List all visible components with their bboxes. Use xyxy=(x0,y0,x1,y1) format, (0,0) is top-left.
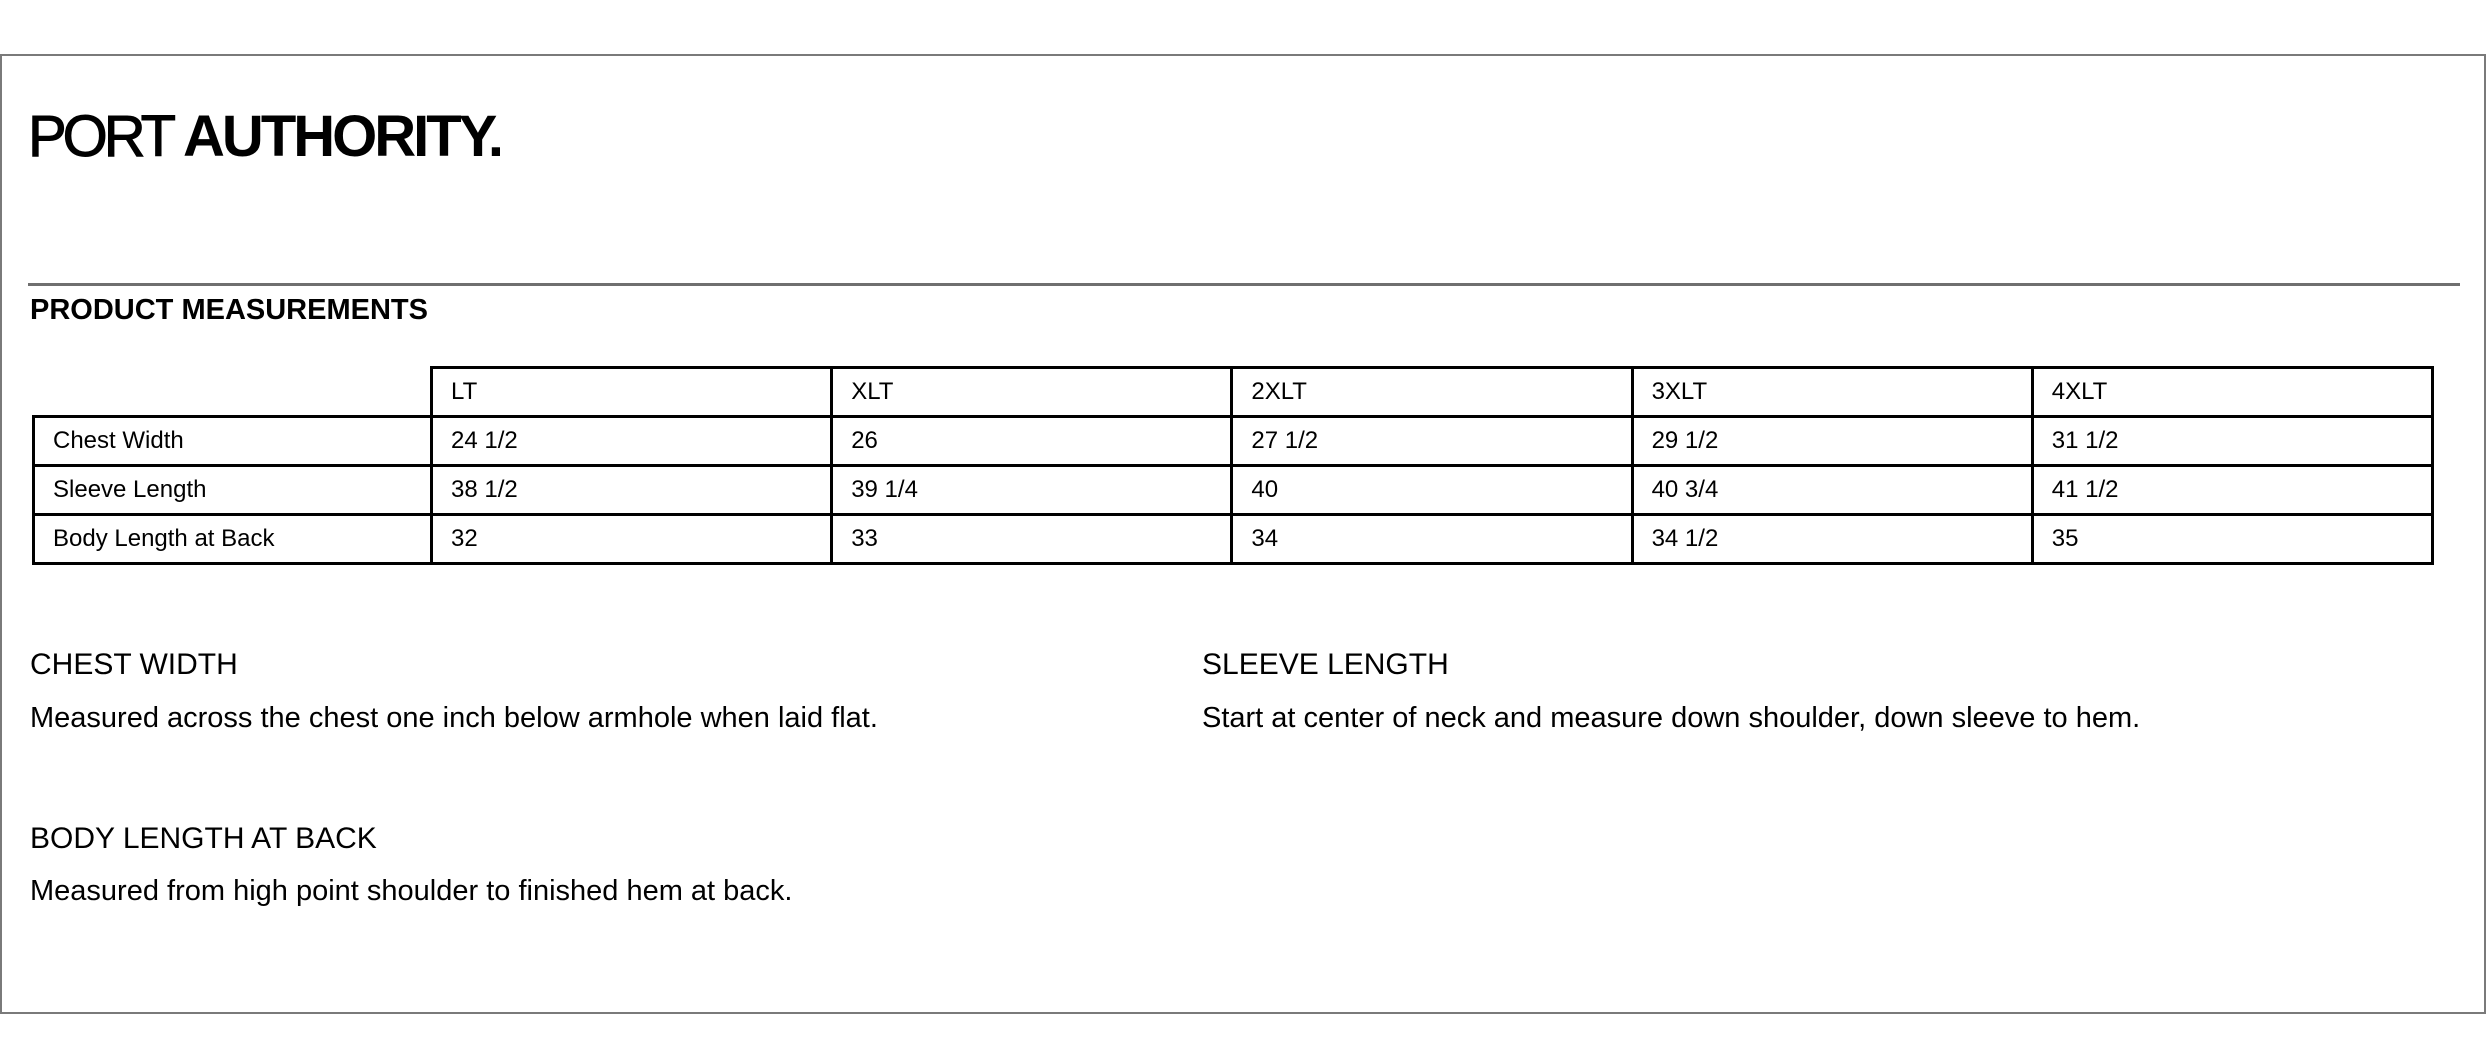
body-length-description: Measured from high point shoulder to finished hem at back. xyxy=(30,875,793,907)
table-row xyxy=(34,417,2433,466)
table-cell: 33 xyxy=(832,515,1232,564)
row-label: Chest Width xyxy=(34,417,432,466)
measurements-table xyxy=(32,366,2434,565)
chest-width-description: Measured across the chest one inch below armhole when laid flat. xyxy=(30,702,878,734)
row-label: Body Length at Back xyxy=(34,515,432,564)
body-length-heading: BODY LENGTH AT BACK xyxy=(30,822,377,855)
section-title: PRODUCT MEASUREMENTS xyxy=(30,294,428,326)
column-header: XLT xyxy=(832,368,1232,417)
table-cell: 40 xyxy=(1232,466,1632,515)
table-cell: 31 1/2 xyxy=(2032,417,2432,466)
sleeve-length-heading: SLEEVE LENGTH xyxy=(1202,648,1449,681)
logo-part-authority: AUTHORITY. xyxy=(183,104,502,169)
header-divider xyxy=(28,283,2460,286)
table-row xyxy=(34,466,2433,515)
column-header: 4XLT xyxy=(2032,368,2432,417)
table-cell: 32 xyxy=(432,515,832,564)
sleeve-length-description: Start at center of neck and measure down shoulder, down sleeve to hem. xyxy=(1202,702,2141,734)
column-header: 2XLT xyxy=(1232,368,1632,417)
table-cell: 34 xyxy=(1232,515,1632,564)
table-cell: 29 1/2 xyxy=(1632,417,2032,466)
table-cell: 27 1/2 xyxy=(1232,417,1632,466)
table-cell: 35 xyxy=(2032,515,2432,564)
table-corner-cell xyxy=(34,368,432,417)
chest-width-heading: CHEST WIDTH xyxy=(30,648,238,681)
table-header-row xyxy=(34,368,2433,417)
table-cell: 34 1/2 xyxy=(1632,515,2032,564)
port-authority-logo xyxy=(28,104,502,169)
table-cell: 24 1/2 xyxy=(432,417,832,466)
table-row xyxy=(34,515,2433,564)
table-cell: 40 3/4 xyxy=(1632,466,2032,515)
row-label: Sleeve Length xyxy=(34,466,432,515)
table-cell: 38 1/2 xyxy=(432,466,832,515)
table-cell: 26 xyxy=(832,417,1232,466)
table-cell: 39 1/4 xyxy=(832,466,1232,515)
column-header: LT xyxy=(432,368,832,417)
column-header: 3XLT xyxy=(1632,368,2032,417)
table-cell: 41 1/2 xyxy=(2032,466,2432,515)
logo-part-port: PORT xyxy=(28,104,173,169)
